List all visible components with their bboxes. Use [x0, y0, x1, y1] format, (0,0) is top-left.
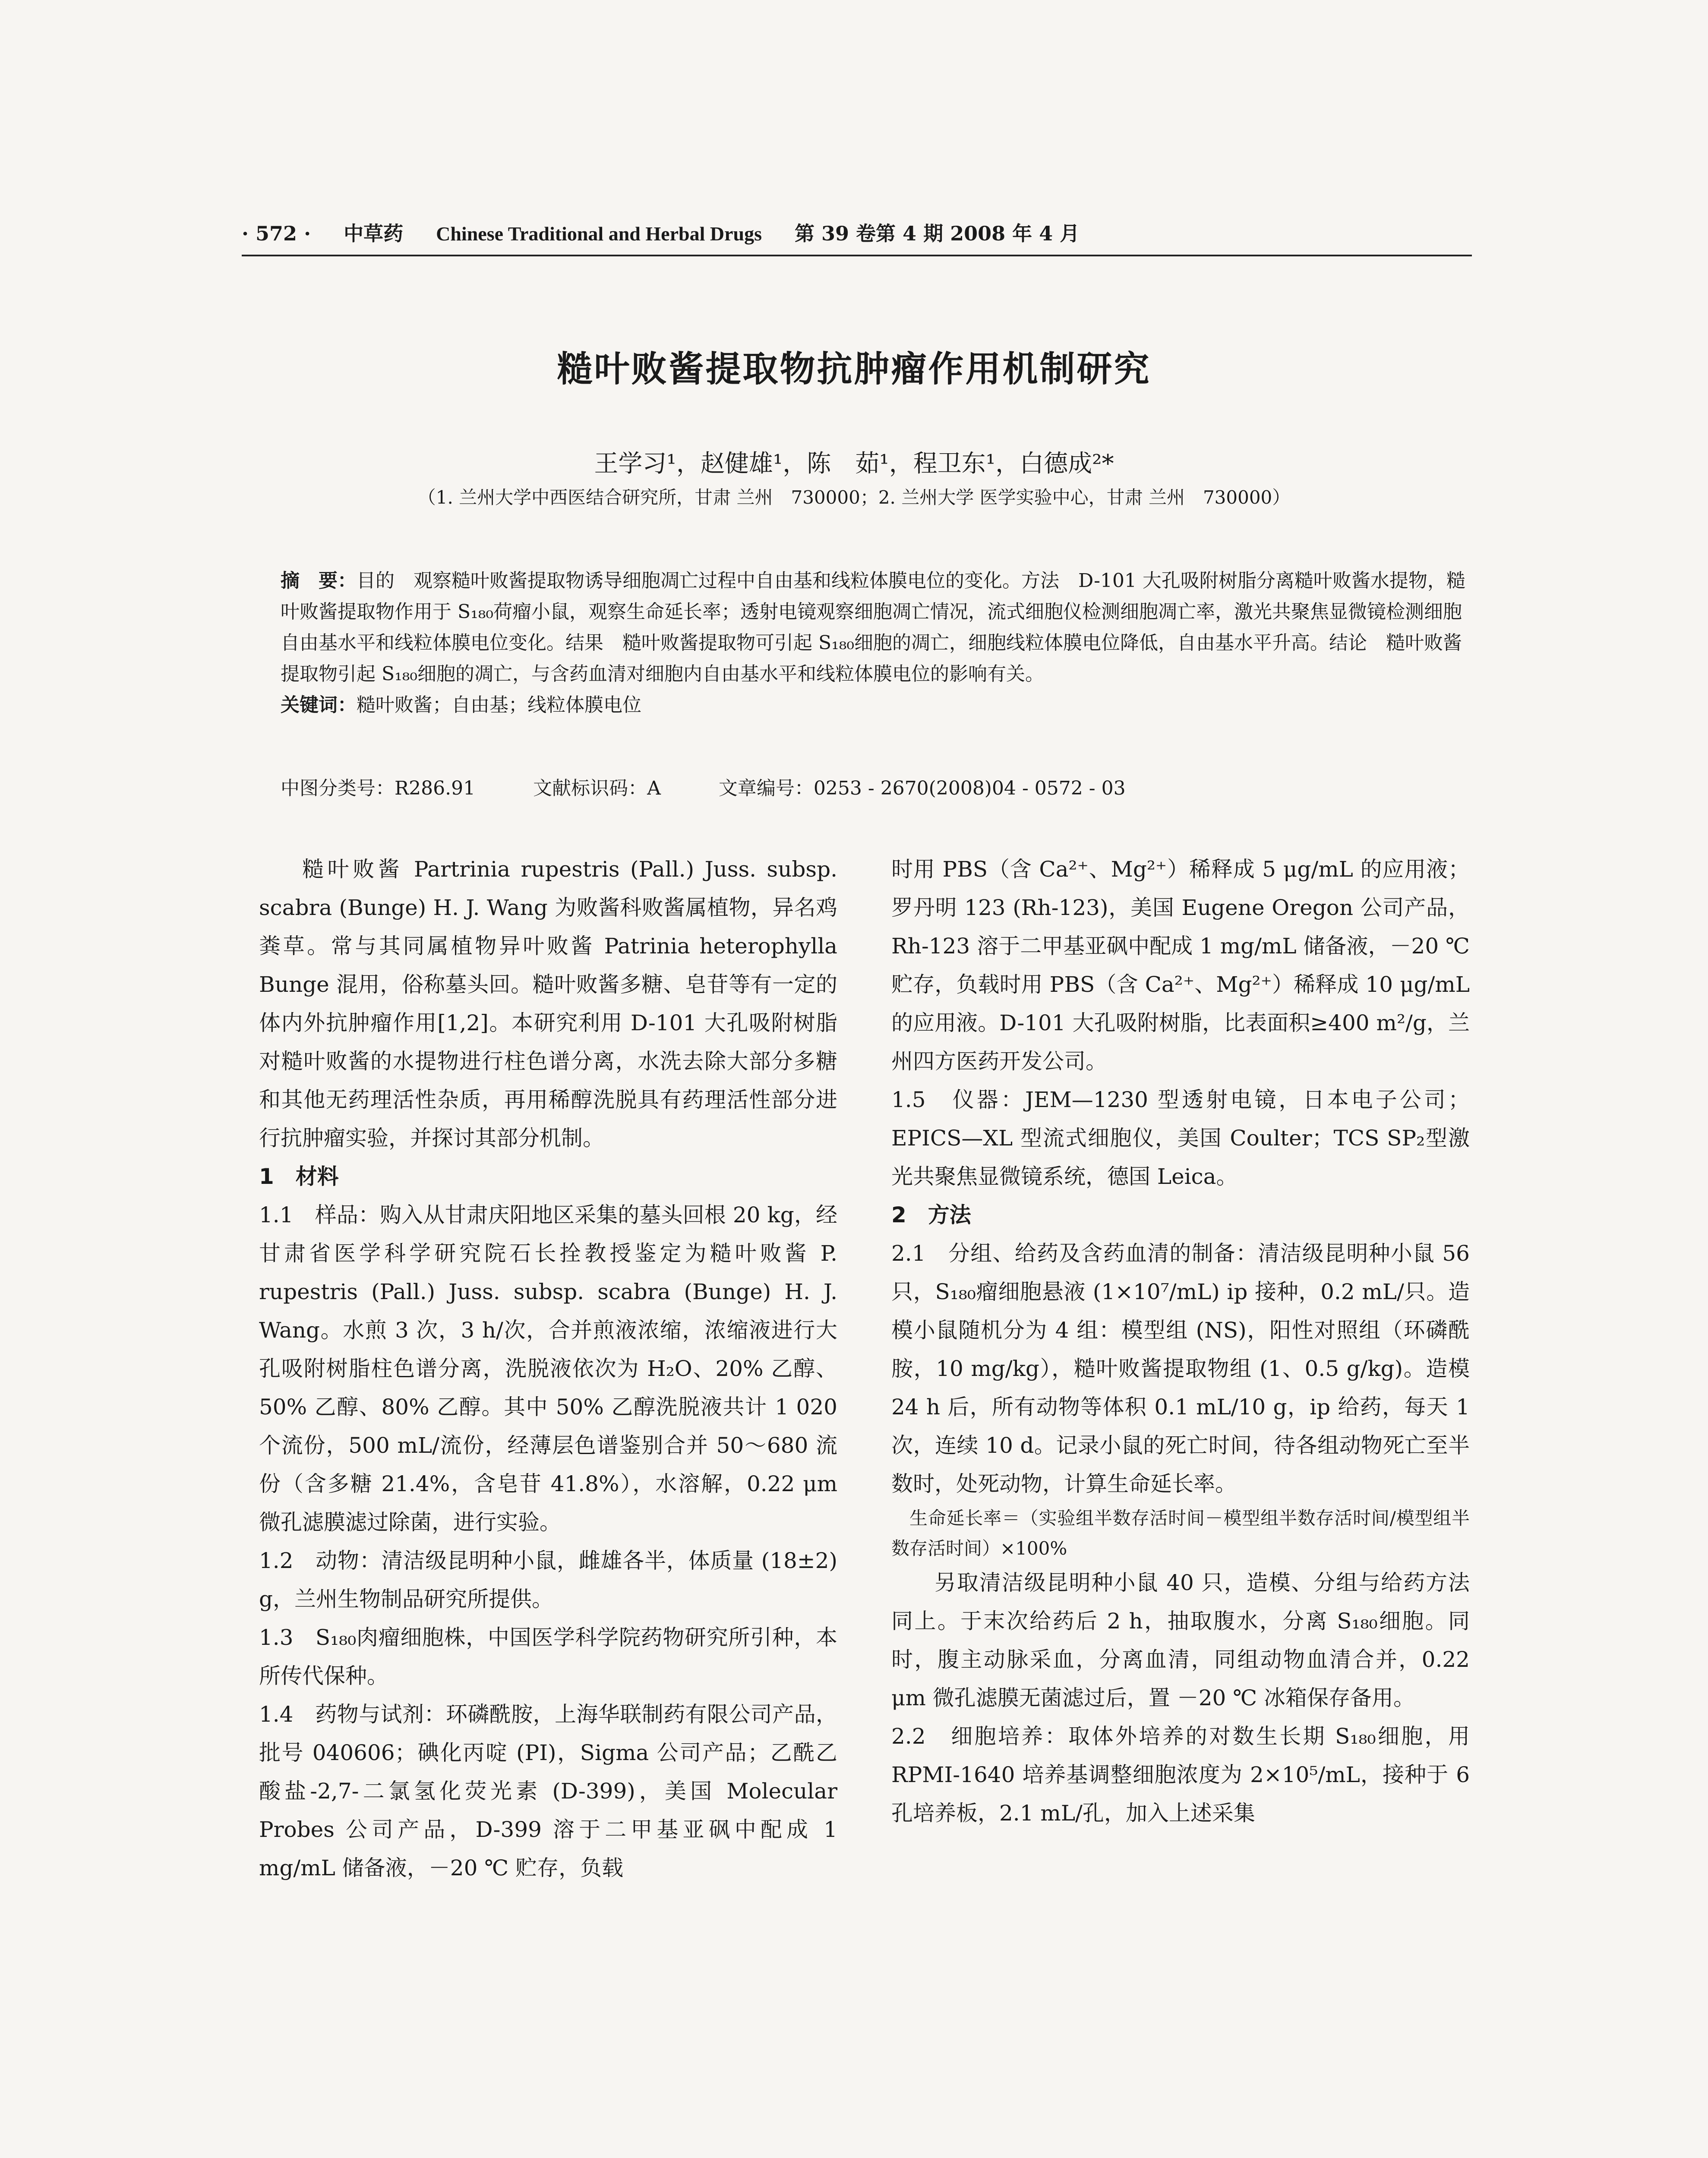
abstract-block	[281, 565, 1468, 721]
affiliations: （1. 兰州大学中西医结合研究所，甘肃 兰州 730000；2. 兰州大学 医学实验中心，甘肃 兰州 730000）	[417, 487, 1291, 508]
running-header	[242, 218, 1580, 246]
formula-text: 生命延长率＝（实验组半数存活时间－模型组半数存活时间/模型组半数存活时间）×100%	[891, 1508, 1470, 1559]
abstract-label: 摘 要：	[281, 570, 357, 592]
header-rule	[242, 255, 1472, 256]
paragraph: 1.2 动物：清洁级昆明种小鼠，雌雄各半，体质量 (18±2) g，兰州生物制品研究所提供。	[259, 1548, 837, 1612]
paragraph: 时用 PBS（含 Ca²⁺、Mg²⁺）稀释成 5 μg/mL 的应用液；罗丹明 123 (Rh-123)，美国 Eugene Oregon 公司产品，Rh-123 溶于二甲基亚砜中配成 1 mg/mL 储备液，－20 ℃ 贮存，负载时用 PBS（含 Ca²⁺、Mg²⁺）稀释成 10 μg/mL 的应用液。D-101 大孔吸附树脂，比表面积≥400 m²/g，兰州四方医药开发公司。	[891, 857, 1470, 1074]
doc-code: 文献标识码：A	[533, 777, 661, 799]
issue-info: 第 39 卷第 4 期 2008 年 4 月	[795, 222, 1080, 245]
paper-title: 糙叶败酱提取物抗肿瘤作用机制研究	[557, 349, 1151, 390]
keywords-label: 关键词：	[281, 694, 357, 716]
classification-line	[281, 773, 1468, 800]
paragraph: 2.1 分组、给药及含药血清的制备：清洁级昆明种小鼠 56 只，S₁₈₀瘤细胞悬液 (1×10⁷/mL) ip 接种，0.2 mL/只。造模小鼠随机分为 4 组：模型组 (NS)，阳性对照组（环磷酰胺，10 mg/kg），糙叶败酱提取物组 (1、0.5 g/kg)。造模 24 h 后，所有动物等体积 0.1 mL/10 g，ip 给药，每天 1 次，连续 10 d。记录小鼠的死亡时间，待各组动物死亡至半数时，处死动物，计算生命延长率。	[891, 1241, 1470, 1496]
journal-name-cn: 中草药	[344, 222, 404, 245]
keywords-text: 糙叶败酱；自由基；线粒体膜电位	[357, 694, 641, 716]
abstract-text: 目的 观察糙叶败酱提取物诱导细胞凋亡过程中自由基和线粒体膜电位的变化。方法 D-101 大孔吸附树脂分离糙叶败酱水提物，糙叶败酱提取物作用于 S₁₈₀荷瘤小鼠，观察生命延长率；透射电镜观察细胞凋亡情况，流式细胞仪检测细胞凋亡率，激光共聚焦显微镜检测细胞自由基水平和线粒体膜电位变化。结果 糙叶败酱提取物可引起 S₁₈₀细胞的凋亡，细胞线粒体膜电位降低，自由基水平升高。结论 糙叶败酱提取物引起 S₁₈₀细胞的凋亡，与含药血清对细胞内自由基水平和线粒体膜电位的影响有关。	[281, 570, 1465, 685]
paragraph: 1.5 仪器：JEM—1230 型透射电镜，日本电子公司；EPICS—XL 型流式细胞仪，美国 Coulter；TCS SP₂型激光共聚焦显微镜系统，德国 Leica。	[891, 1087, 1470, 1189]
paragraph: 1.4 药物与试剂：环磷酰胺，上海华联制药有限公司产品，批号 040606；碘化丙啶 (PI)，Sigma 公司产品；乙酰乙酸盐-2,7-二氯氢化荧光素 (D-399)，美国 Molecular Probes 公司产品，D-399 溶于二甲基亚砜中配成 1 mg/mL 储备液，－20 ℃ 贮存，负载	[259, 1702, 837, 1880]
article-number: 文章编号：0253 - 2670(2008)04 - 0572 - 03	[718, 777, 1126, 799]
journal-name-en: Chinese Traditional and Herbal Drugs	[436, 223, 762, 245]
paragraph: 糙叶败酱 Partrinia rupestris (Pall.) Juss. subsp. scabra (Bunge) H. J. Wang 为败酱科败酱属植物，异名鸡粪草。常与其同属植物异叶败酱 Patrinia heterophylla Bunge 混用，俗称墓头回。糙叶败酱多糖、皂苷等有一定的体内外抗肿瘤作用[1,2]。本研究利用 D-101 大孔吸附树脂对糙叶败酱的水提物进行柱色谱分离，水洗去除大部分多糖和其他无药理活性杂质，再用稀醇洗脱具有药理活性部分进行抗肿瘤实验，并探讨其部分机制。	[259, 857, 837, 1151]
page-number: · 572 ·	[242, 222, 311, 245]
paragraph: 另取清洁级昆明种小鼠 40 只，造模、分组与给药方法同上。于末次给药后 2 h，抽取腹水，分离 S₁₈₀细胞。同时，腹主动脉采血，分离血清，同组动物血清合并，0.22 μm 微孔滤膜无菌滤过后，置 －20 ℃ 冰箱保存备用。	[891, 1570, 1470, 1710]
left-column	[259, 850, 837, 1887]
authors: 王学习¹，赵健雄¹，陈 茹¹，程卫东¹，白德成²*	[594, 450, 1114, 478]
clc-number: 中图分类号：R286.91	[281, 777, 476, 799]
paragraph: 1.3 S₁₈₀肉瘤细胞株，中国医学科学院药物研究所引种，本所传代保种。	[259, 1625, 837, 1688]
section-heading: 2 方法	[891, 1202, 971, 1227]
section-heading: 1 材料	[259, 1164, 339, 1189]
paragraph: 1.1 样品：购入从甘肃庆阳地区采集的墓头回根 20 kg，经甘肃省医学科学研究院石长拴教授鉴定为糙叶败酱 P. rupestris (Pall.) Juss. subsp. scabra (Bunge) H. J. Wang。水煎 3 次，3 h/次，合并煎液浓缩，浓缩液进行大孔吸附树脂柱色谱分离，洗脱液依次为 H₂O、20% 乙醇、50% 乙醇、80% 乙醇。其中 50% 乙醇洗脱液共计 1 020 个流份，500 mL/流份，经薄层色谱鉴别合并 50～680 流份（含多糖 21.4%，含皂苷 41.8%），水溶解，0.22 μm 微孔滤膜滤过除菌，进行实验。	[259, 1202, 837, 1535]
right-column	[891, 850, 1470, 1833]
paragraph: 2.2 细胞培养：取体外培养的对数生长期 S₁₈₀细胞，用 RPMI-1640 培养基调整细胞浓度为 2×10⁵/mL，接种于 6 孔培养板，2.1 mL/孔，加入上述采集	[891, 1724, 1470, 1826]
